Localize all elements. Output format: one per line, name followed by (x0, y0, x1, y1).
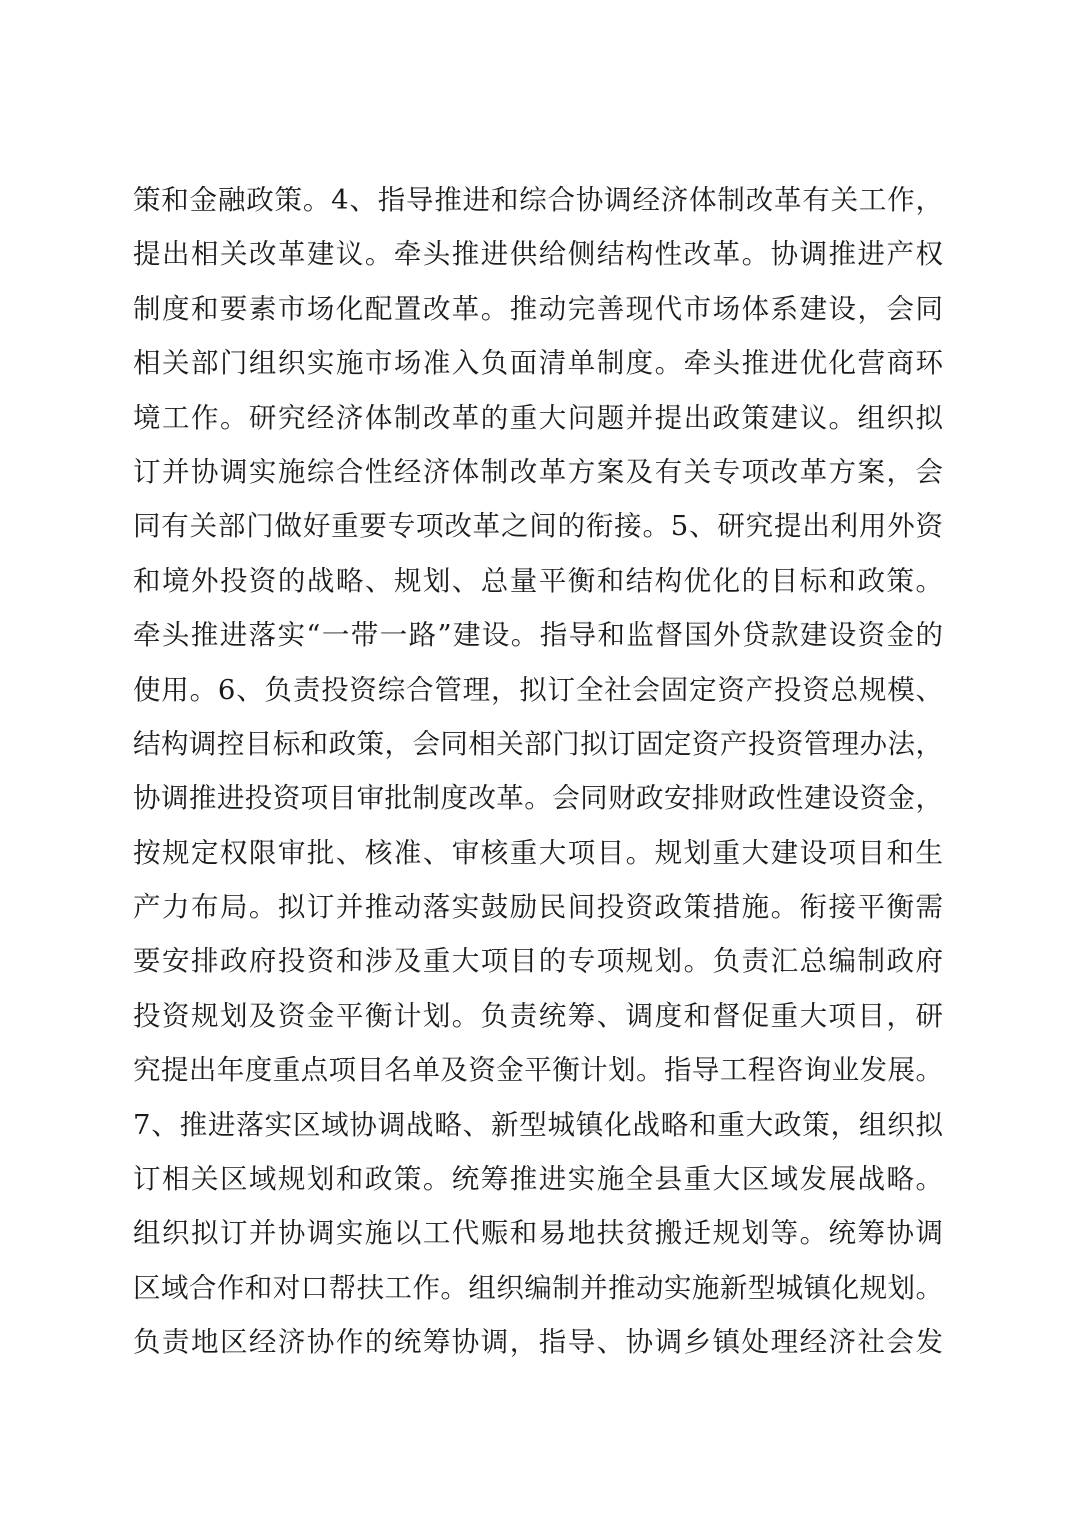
text-line: 相关部门组织实施市场准入负面清单制度。牵头推进优化营商环 (133, 347, 943, 380)
text-line: 结构调控目标和政策，会同相关部门拟订固定资产投资管理办法， (133, 727, 943, 760)
text-line: 区域合作和对口帮扶工作。组织编制并推动实施新型城镇化规划。 (133, 1271, 943, 1304)
text-line: 按规定权限审批、核准、审核重大项目。规划重大建设项目和生 (133, 836, 943, 869)
text-line: 制度和要素市场化配置改革。推动完善现代市场体系建设，会同 (133, 292, 943, 325)
text-line: 究提出年度重点项目名单及资金平衡计划。指导工程咨询业发展。 (133, 1054, 943, 1087)
text-line: 和境外投资的战略、规划、总量平衡和结构优化的目标和政策。 (133, 564, 943, 597)
text-line: 协调推进投资项目审批制度改革。会同财政安排财政性建设资金， (133, 782, 943, 815)
text-line: 境工作。研究经济体制改革的重大问题并提出政策建议。组织拟 (133, 401, 943, 434)
text-line: 7、推进落实区域协调战略、新型城镇化战略和重大政策，组织拟 (133, 1108, 943, 1141)
text-line: 策和金融政策。4、指导推进和综合协调经济体制改革有关工作， (133, 184, 943, 216)
text-line: 提出相关改革建议。牵头推进供给侧结构性改革。协调推进产权 (133, 238, 943, 271)
text-line: 牵头推进落实“一带一路”建设。指导和监督国外贷款建设资金的 (133, 619, 943, 652)
text-line: 订相关区域规划和政策。统筹推进实施全县重大区域发展战略。 (133, 1163, 943, 1196)
text-line: 负责地区经济协作的统筹协调，指导、协调乡镇处理经济社会发 (133, 1326, 943, 1359)
text-line: 使用。6、负责投资综合管理，拟订全社会固定资产投资总规模、 (133, 673, 943, 706)
text-line: 要安排政府投资和涉及重大项目的专项规划。负责汇总编制政府 (133, 945, 943, 978)
body-text (133, 185, 943, 1382)
text-line: 组织拟订并协调实施以工代赈和易地扶贫搬迁规划等。统筹协调 (133, 1217, 943, 1250)
text-line: 投资规划及资金平衡计划。负责统筹、调度和督促重大项目，研 (133, 999, 943, 1032)
text-line: 同有关部门做好重要专项改革之间的衔接。5、研究提出利用外资 (133, 510, 943, 543)
text-line: 订并协调实施综合性经济体制改革方案及有关专项改革方案，会 (133, 455, 943, 488)
text-line: 产力布局。拟订并推动落实鼓励民间投资政策措施。衔接平衡需 (133, 891, 943, 924)
